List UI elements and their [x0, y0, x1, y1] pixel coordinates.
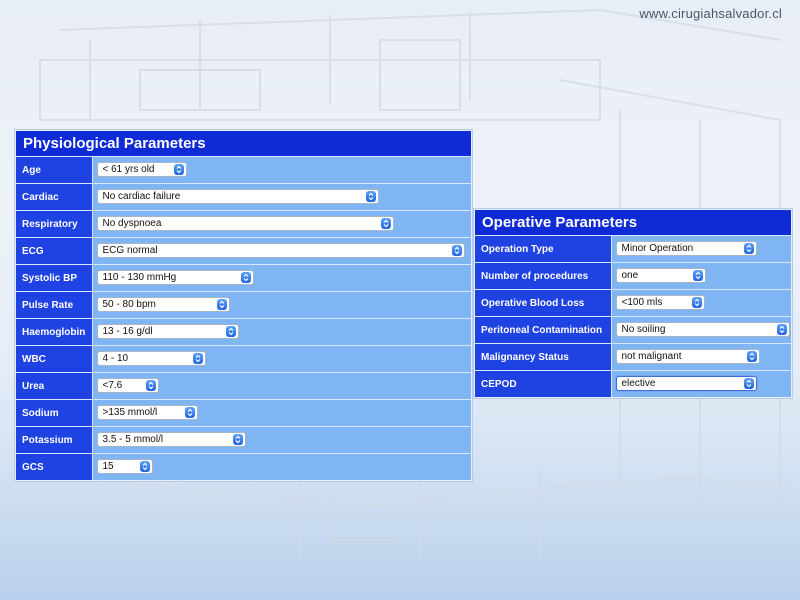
- peritoneal-contamination-select[interactable]: [616, 322, 790, 337]
- op-row-operation-type: [475, 236, 791, 263]
- chevron-up-down-icon: [217, 299, 227, 310]
- physiological-panel-title: Physiological Parameters: [16, 131, 471, 156]
- cepod-select-value: elective: [621, 378, 656, 390]
- chevron-up-down-icon: [381, 218, 391, 229]
- urea-select[interactable]: [97, 378, 159, 393]
- chevron-up-down-icon: [693, 270, 703, 281]
- chevron-up-down-icon: [174, 164, 184, 175]
- malignancy-status-label: Malignancy Status: [475, 344, 611, 371]
- operation-type-label: Operation Type: [475, 236, 611, 263]
- ecg-select-value: ECG normal: [102, 245, 158, 257]
- physio-row-potassium: [16, 427, 471, 454]
- cardiac-select-value: No cardiac failure: [102, 191, 181, 203]
- pulse-rate-label: Pulse Rate: [16, 292, 92, 319]
- chevron-up-down-icon: [146, 380, 156, 391]
- physio-row-urea: [16, 373, 471, 400]
- physio-row-age: [16, 157, 471, 184]
- operation-type-select-value: Minor Operation: [621, 243, 694, 255]
- number-of-procedures-select[interactable]: [616, 268, 706, 283]
- age-select[interactable]: [97, 162, 187, 177]
- op-row-cepod: [475, 371, 791, 398]
- chevron-up-down-icon: [452, 245, 462, 256]
- peritoneal-contamination-select-value: No soiling: [621, 324, 666, 336]
- physio-row-ecg: [16, 238, 471, 265]
- chevron-up-down-icon: [744, 243, 754, 254]
- systolic-bp-select-value: 110 - 130 mmHg: [102, 272, 177, 284]
- site-url-text: www.cirugiahsalvador.cl: [639, 6, 782, 21]
- age-label: Age: [16, 157, 92, 184]
- malignancy-status-select[interactable]: [616, 349, 760, 364]
- operative-parameters-table: [475, 235, 791, 397]
- haemoglobin-label: Haemoglobin: [16, 319, 92, 346]
- physio-row-systolic-bp: [16, 265, 471, 292]
- urea-select-value: <7.6: [102, 380, 123, 392]
- wbc-label: WBC: [16, 346, 92, 373]
- age-select-value: < 61 yrs old: [102, 164, 155, 176]
- physio-row-cardiac: [16, 184, 471, 211]
- operative-blood-loss-select-value: <100 mls: [621, 297, 663, 309]
- physio-row-pulse-rate: [16, 292, 471, 319]
- ecg-select[interactable]: [97, 243, 465, 258]
- operative-blood-loss-select[interactable]: [616, 295, 705, 310]
- physio-row-sodium: [16, 400, 471, 427]
- pulse-rate-select[interactable]: [97, 297, 230, 312]
- operative-panel-title: Operative Parameters: [475, 210, 791, 235]
- systolic-bp-select[interactable]: [97, 270, 254, 285]
- physio-row-respiratory: [16, 211, 471, 238]
- cardiac-select[interactable]: [97, 189, 379, 204]
- chevron-up-down-icon: [226, 326, 236, 337]
- chevron-up-down-icon: [193, 353, 203, 364]
- wbc-select[interactable]: [97, 351, 206, 366]
- chevron-up-down-icon: [692, 297, 702, 308]
- number-of-procedures-label: Number of procedures: [475, 263, 611, 290]
- chevron-up-down-icon: [185, 407, 195, 418]
- chevron-up-down-icon: [366, 191, 376, 202]
- sodium-select[interactable]: [97, 405, 198, 420]
- operation-type-select[interactable]: [616, 241, 757, 256]
- physio-row-haemoglobin: [16, 319, 471, 346]
- operative-parameters-panel: [474, 209, 792, 398]
- physio-row-wbc: [16, 346, 471, 373]
- wbc-select-value: 4 - 10: [102, 353, 129, 365]
- chevron-up-down-icon: [233, 434, 243, 445]
- chevron-up-down-icon: [140, 461, 150, 472]
- sodium-select-value: >135 mmol/l: [102, 407, 158, 419]
- physiological-parameters-panel: [15, 130, 472, 481]
- haemoglobin-select-value: 13 - 16 g/dl: [102, 326, 153, 338]
- potassium-select-value: 3.5 - 5 mmol/l: [102, 434, 164, 446]
- op-row-peritoneal-contamination: [475, 317, 791, 344]
- number-of-procedures-select-value: one: [621, 270, 639, 282]
- gcs-select-value: 15: [102, 461, 114, 473]
- cepod-select[interactable]: [616, 376, 757, 391]
- physiological-parameters-table: [16, 156, 471, 480]
- op-row-number-of-procedures: [475, 263, 791, 290]
- pulse-rate-select-value: 50 - 80 bpm: [102, 299, 156, 311]
- physio-row-gcs: [16, 454, 471, 481]
- operative-blood-loss-label: Operative Blood Loss: [475, 290, 611, 317]
- potassium-select[interactable]: [97, 432, 246, 447]
- chevron-up-down-icon: [744, 378, 754, 389]
- potassium-label: Potassium: [16, 427, 92, 454]
- respiratory-select-value: No dyspnoea: [102, 218, 162, 230]
- gcs-select[interactable]: [97, 459, 153, 474]
- op-row-malignancy-status: [475, 344, 791, 371]
- sodium-label: Sodium: [16, 400, 92, 427]
- chevron-up-down-icon: [241, 272, 251, 283]
- cardiac-label: Cardiac: [16, 184, 92, 211]
- respiratory-label: Respiratory: [16, 211, 92, 238]
- chevron-up-down-icon: [777, 324, 787, 335]
- respiratory-select[interactable]: [97, 216, 394, 231]
- malignancy-status-select-value: not malignant: [621, 351, 682, 363]
- chevron-up-down-icon: [747, 351, 757, 362]
- op-row-operative-blood-loss: [475, 290, 791, 317]
- urea-label: Urea: [16, 373, 92, 400]
- haemoglobin-select[interactable]: [97, 324, 239, 339]
- peritoneal-contamination-label: Peritoneal Contamination: [475, 317, 611, 344]
- gcs-label: GCS: [16, 454, 92, 481]
- ecg-label: ECG: [16, 238, 92, 265]
- systolic-bp-label: Systolic BP: [16, 265, 92, 292]
- cepod-label: CEPOD: [475, 371, 611, 398]
